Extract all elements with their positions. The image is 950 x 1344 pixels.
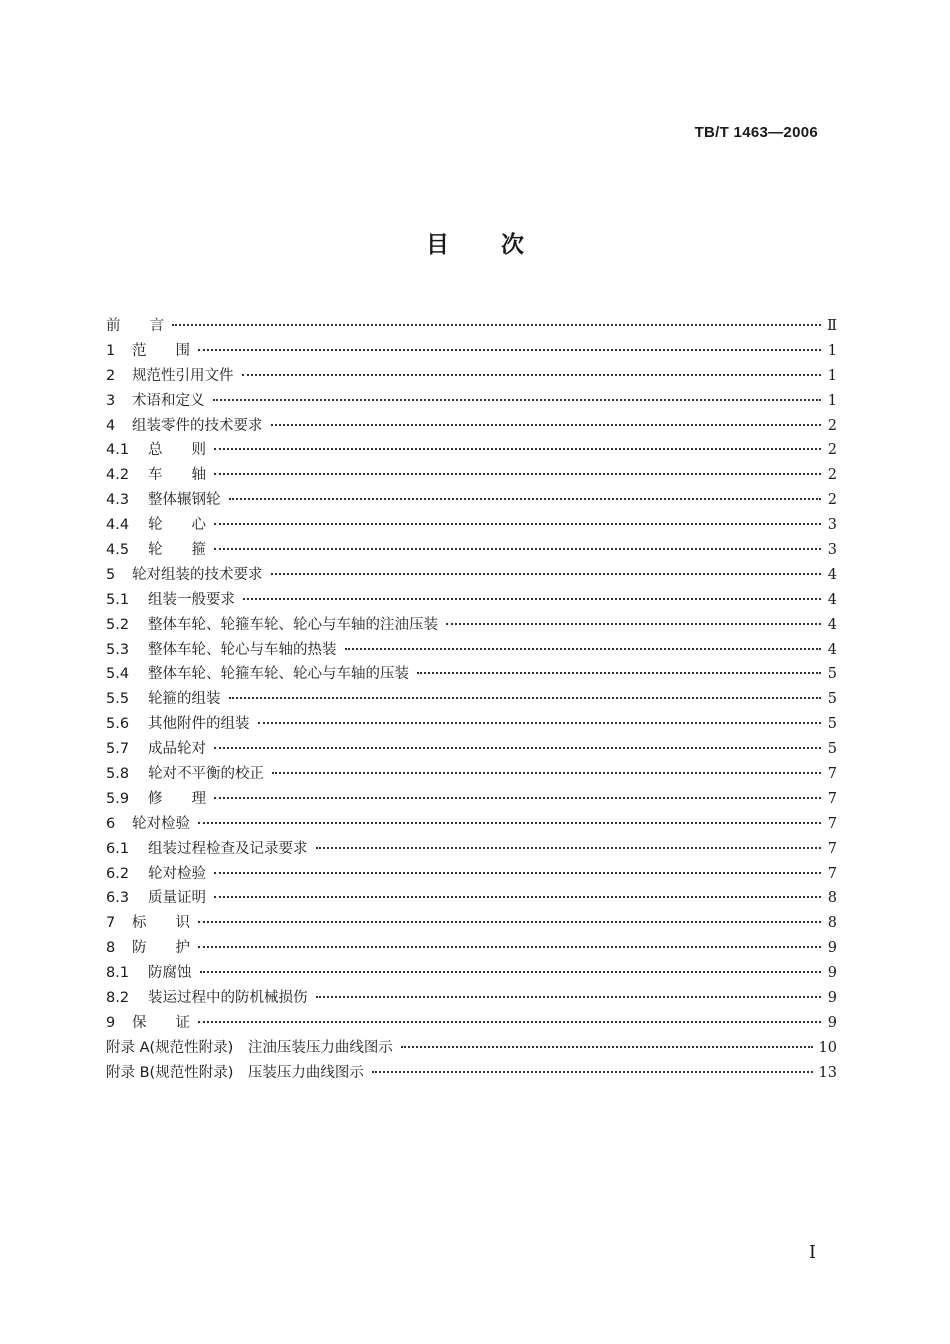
dot-leader [200,971,822,973]
toc-entry-label: 整体辗钢轮 [148,492,221,509]
toc-title [0,226,950,259]
dot-leader [213,399,822,401]
toc-entry-number: 5.1 [106,591,130,608]
dot-leader [214,872,821,874]
toc-entry-page: Ⅱ [827,318,837,334]
toc-entry-label: 规范性引用文件 [132,367,234,384]
toc-entry[interactable] [106,588,837,613]
toc-entry-number: 9 [106,1014,116,1031]
toc-entry-label: 整体车轮、轮箍车轮、轮心与车轴的注油压装 [148,616,438,633]
toc-entry[interactable] [106,538,837,563]
toc-entry-number: 4.5 [106,542,130,559]
toc-entry-label: 整体车轮、轮箍车轮、轮心与车轴的压装 [148,666,409,683]
toc-entry-page: 1 [827,367,837,384]
dot-leader [271,573,822,575]
toc-entry-number: 5.4 [106,666,130,683]
toc-entry-number: 1 [106,342,116,359]
dot-leader [172,324,821,326]
toc-entry-page: 2 [827,442,837,459]
toc-entry-label: 组装零件的技术要求 [132,417,263,434]
dot-leader [214,797,821,799]
toc-entry-number: 4.3 [106,492,130,509]
toc-entry-number: 5.3 [106,641,130,658]
toc-entry[interactable] [106,712,837,737]
toc-entry[interactable] [106,936,837,961]
toc-entry[interactable] [106,911,837,936]
toc-entry-page: 1 [827,392,837,409]
toc-entry-page: 9 [827,990,837,1007]
dot-leader [229,498,822,500]
toc-entry[interactable] [106,687,837,712]
toc-entry[interactable] [106,389,837,414]
toc-entry-number: 6.3 [106,890,130,907]
toc-entry-number: 6.1 [106,840,130,857]
dot-leader [242,374,822,376]
toc-entry-label: 轮 箍 [148,542,206,559]
dot-leader [446,623,821,625]
toc-entry[interactable] [106,1011,837,1036]
toc-entry-label: 修 理 [148,790,206,807]
dot-leader [372,1071,813,1073]
dot-leader [214,747,821,749]
toc-entry-number: 4.1 [106,442,130,459]
toc-entry-page: 7 [827,766,837,783]
toc-entry-page: 8 [827,890,837,907]
dot-leader [316,996,822,998]
dot-leader [214,448,821,450]
toc-entry[interactable] [106,762,837,787]
toc-entry-label: 轮对组装的技术要求 [132,566,263,583]
toc-entry-label: 车 轴 [148,467,206,484]
toc-entry-page: 5 [827,666,837,683]
toc-entry[interactable] [106,314,837,339]
dot-leader [229,697,822,699]
toc-entry-label: 术语和定义 [132,392,205,409]
toc-entry-page: 5 [827,741,837,758]
toc-entry[interactable] [106,886,837,911]
toc-entry-number: 8.1 [106,965,130,982]
toc-entry[interactable] [106,339,837,364]
toc-entry-label: 装运过程中的防机械损伤 [148,990,308,1007]
toc-entry[interactable] [106,463,837,488]
toc-entry-page: 7 [827,840,837,857]
toc-entry-page: 2 [827,467,837,484]
dot-leader [258,722,822,724]
dot-leader [198,349,821,351]
toc-entry[interactable] [106,438,837,463]
toc-entry-number: 4 [106,417,116,434]
toc-entry[interactable] [106,613,837,638]
toc-entry-label: 防腐蚀 [148,965,192,982]
toc-entry-page: 5 [827,691,837,708]
toc-entry-label: 轮对检验 [148,865,206,882]
toc-entry-page: 3 [827,517,837,534]
toc-entry-label: 组装一般要求 [148,591,235,608]
toc-entry-label: 前 言 [106,318,164,334]
toc-entry-page: 13 [818,1064,837,1081]
toc-entry-page: 9 [827,1014,837,1031]
toc-entry-label: 轮对检验 [132,815,190,832]
toc-entry-number: 4.2 [106,467,130,484]
toc-entry-page: 1 [827,342,837,359]
toc-entry[interactable] [106,862,837,887]
toc-entry-page: 5 [827,716,837,733]
toc-entry-number: 5.5 [106,691,130,708]
dot-leader [214,548,821,550]
toc-entry[interactable] [106,638,837,663]
dot-leader [198,822,821,824]
toc-entry[interactable] [106,837,837,862]
toc-entry-label: 范 围 [132,342,190,359]
toc-entry-page: 9 [827,940,837,957]
toc-entry-page: 9 [827,965,837,982]
toc-entry-page: 4 [827,616,837,633]
toc-entry-number: 7 [106,915,116,932]
toc-entry-number: 8 [106,940,116,957]
toc-entry-page: 2 [827,417,837,434]
toc-entry-number: 5.9 [106,790,130,807]
toc-entry-number: 3 [106,392,116,409]
toc-entry-number: 5.6 [106,716,130,733]
toc-entry-label: 标 识 [132,915,190,932]
toc-entry-number: 5.2 [106,616,130,633]
toc-entry-page: 7 [827,815,837,832]
dot-leader [272,772,821,774]
dot-leader [271,424,822,426]
toc-entry-page: 7 [827,790,837,807]
dot-leader [198,946,821,948]
toc-entry-label: 防 护 [132,940,190,957]
dot-leader [401,1046,813,1048]
toc-entry-label: 其他附件的组装 [148,716,250,733]
toc-entry-page: 8 [827,915,837,932]
table-of-contents [106,314,837,1086]
toc-entry-label: 成品轮对 [148,741,206,758]
dot-leader [214,523,821,525]
toc-entry[interactable] [106,488,837,513]
dot-leader [316,847,822,849]
toc-title-char-2: 次 [501,232,524,258]
toc-entry-page: 10 [818,1039,837,1056]
toc-entry-number: 8.2 [106,990,130,1007]
document-code: TB/T 1463—2006 [694,124,818,141]
toc-entry-number: 5.8 [106,766,130,783]
toc-entry[interactable] [106,513,837,538]
toc-entry-page: 4 [827,566,837,583]
dot-leader [198,1021,821,1023]
toc-entry[interactable] [106,563,837,588]
toc-entry-number: 5 [106,566,116,583]
toc-entry-page: 2 [827,492,837,509]
toc-entry-label: 整体车轮、轮心与车轴的热装 [148,641,337,658]
toc-entry[interactable] [106,1061,837,1086]
toc-entry-label: 保 证 [132,1014,190,1031]
toc-entry-number: 2 [106,367,116,384]
toc-entry[interactable] [106,1036,837,1061]
toc-entry-page: 7 [827,865,837,882]
toc-entry[interactable] [106,414,837,439]
dot-leader [417,672,821,674]
dot-leader [345,648,822,650]
dot-leader [198,921,821,923]
toc-entry-label: 附录 B(规范性附录) 压装压力曲线图示 [106,1064,364,1081]
dot-leader [214,896,821,898]
toc-entry-page: 3 [827,542,837,559]
toc-entry-number: 6 [106,815,116,832]
toc-entry[interactable] [106,364,837,389]
dot-leader [214,473,821,475]
toc-entry[interactable] [106,961,837,986]
toc-entry-label: 轮箍的组装 [148,691,221,708]
toc-entry-page: 4 [827,591,837,608]
toc-entry-number: 4.4 [106,517,130,534]
dot-leader [243,598,821,600]
toc-entry[interactable] [106,812,837,837]
toc-entry-number: 5.7 [106,741,130,758]
toc-entry-label: 组装过程检查及记录要求 [148,840,308,857]
toc-entry[interactable] [106,737,837,762]
toc-entry[interactable] [106,787,837,812]
toc-entry[interactable] [106,662,837,687]
page-number: I [808,1242,816,1263]
toc-entry-label: 轮对不平衡的校正 [148,766,264,783]
toc-entry[interactable] [106,986,837,1011]
toc-entry-number: 6.2 [106,865,130,882]
toc-title-char-1: 目 [426,232,449,258]
toc-entry-page: 4 [827,641,837,658]
toc-entry-label: 总 则 [148,442,206,459]
toc-entry-label: 质量证明 [148,890,206,907]
toc-entry-label: 附录 A(规范性附录) 注油压装压力曲线图示 [106,1039,393,1056]
toc-entry-label: 轮 心 [148,517,206,534]
